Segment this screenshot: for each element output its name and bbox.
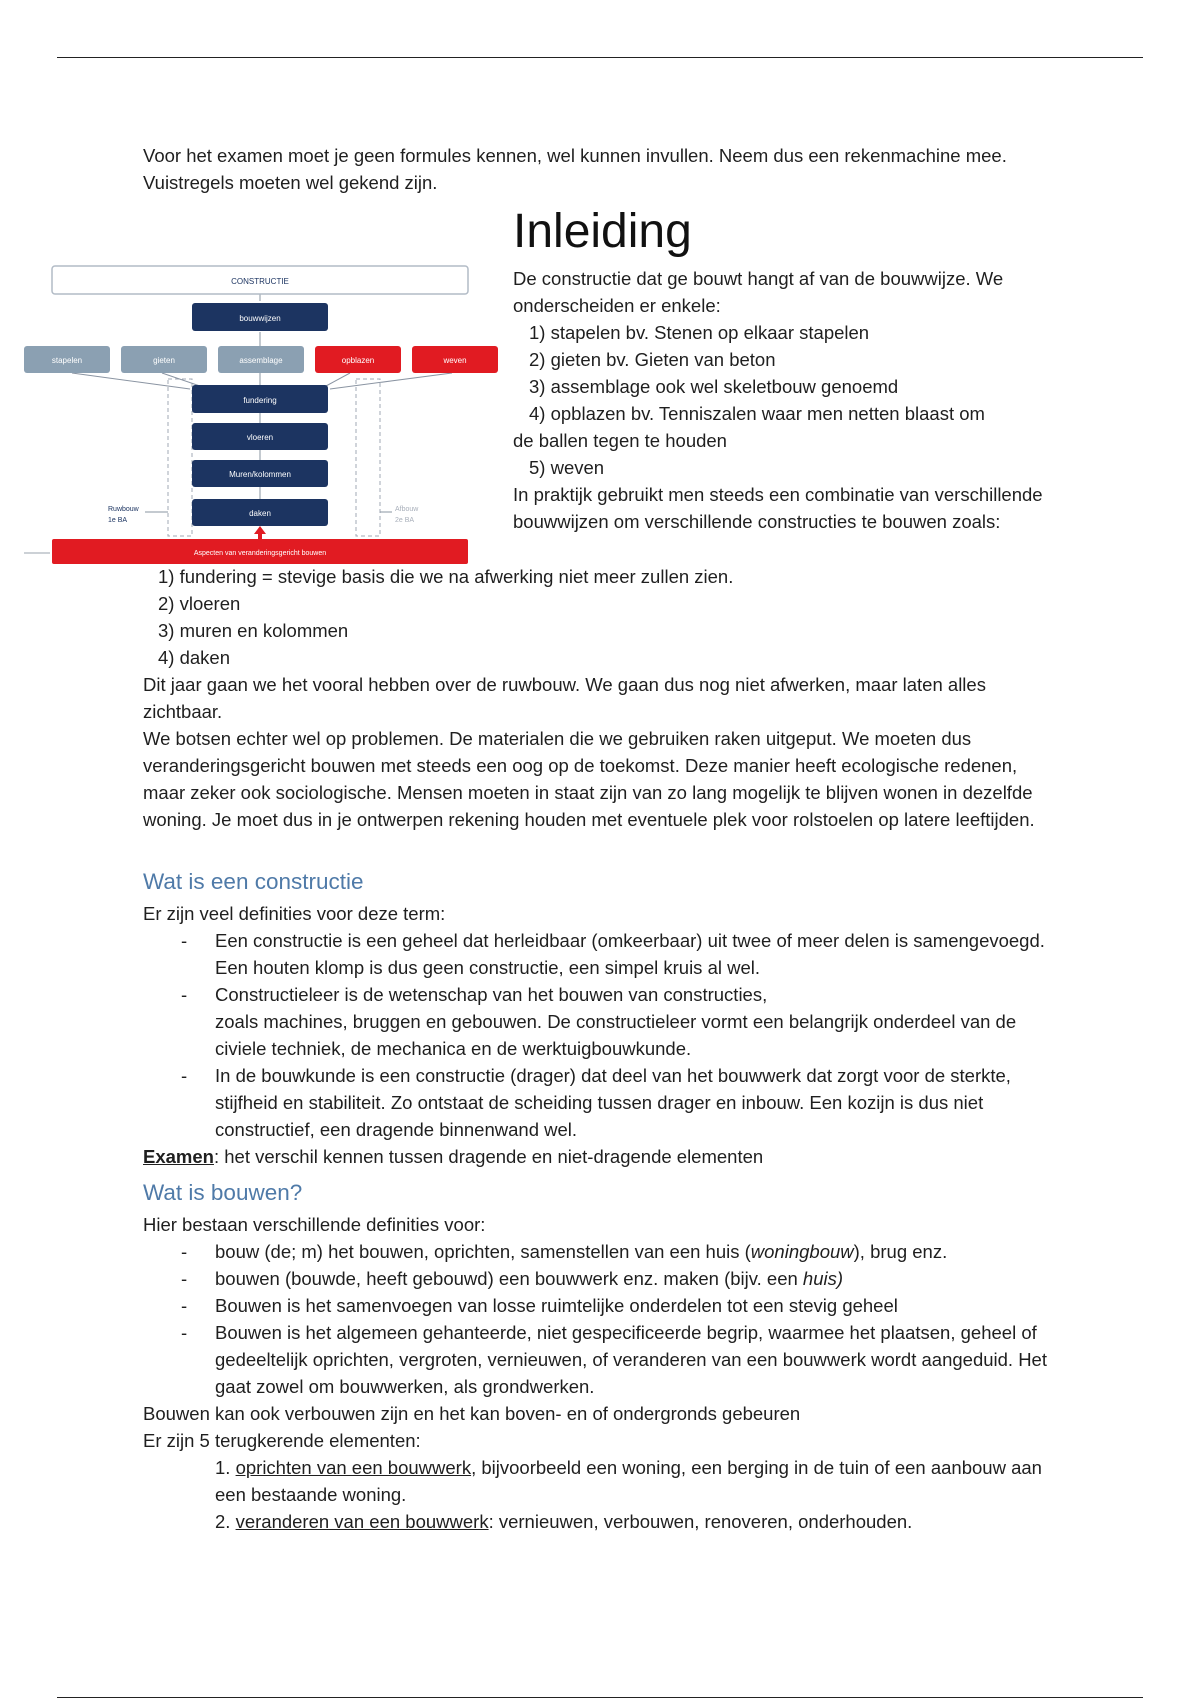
- definition-item: [143, 927, 1063, 981]
- construction-elements-list: [158, 563, 733, 671]
- section-intro: Hier bestaan verschillende definities voor:: [143, 1214, 486, 1235]
- up-arrow-icon: [254, 526, 266, 539]
- method-item: 5) weven: [529, 457, 605, 478]
- numbered-item: [215, 1508, 1063, 1535]
- method-item: 4) opblazen bv. Tenniszalen waar men netten blaast om: [529, 403, 985, 424]
- item-number: 1.: [215, 1457, 236, 1478]
- inleiding-heading: Inleiding: [513, 205, 692, 258]
- header-rule: [57, 57, 1143, 58]
- exam-remark: [143, 1143, 1063, 1170]
- afbouw-label: Afbouw: [395, 506, 419, 513]
- method-label: stapelen: [51, 356, 83, 365]
- paragraph: Er zijn 5 terugkerende elementen:: [143, 1430, 421, 1451]
- list-item: 3) muren en kolommen: [158, 620, 349, 641]
- definition-item: [143, 1319, 1063, 1400]
- exam-label: Examen: [143, 1146, 214, 1167]
- ruwbouw-bracket: [168, 379, 192, 536]
- item-text: : vernieuwen, verbouwen, renoveren, onderhouden.: [488, 1511, 913, 1532]
- definition-list: [143, 927, 1063, 1143]
- bullet-dash: -: [181, 984, 188, 1005]
- list-item: 2) vloeren: [158, 593, 241, 614]
- layer-label: Muren/kolommen: [229, 470, 291, 479]
- method-item-continuation: de ballen tegen te houden: [513, 430, 727, 451]
- section-intro: Er zijn veel definities voor deze term:: [143, 903, 446, 924]
- definition-emphasis: woningbouw: [750, 1241, 854, 1262]
- bouwwijzen-label: bouwwijzen: [239, 314, 281, 323]
- list-item: 1) fundering = stevige basis die we na afwerking niet meer zullen zien.: [158, 566, 734, 587]
- list-item: 4) daken: [158, 647, 230, 668]
- definition-text: bouw (de; m) het bouwen, oprichten, samenstellen van een huis (: [215, 1241, 751, 1262]
- inleiding-text: [513, 265, 1073, 535]
- bullet-dash: -: [181, 1268, 188, 1289]
- definition-text: bouwen (bouwde, heeft gebouwd) een bouwwerk enz. maken (bijv. een: [215, 1268, 803, 1289]
- bullet-dash: -: [181, 1295, 188, 1316]
- ruwbouw-sublabel: 1e BA: [108, 517, 128, 524]
- ruwbouw-label: Ruwbouw: [108, 506, 139, 513]
- method-item: 3) assemblage ook wel skeletbouw genoemd: [529, 376, 899, 397]
- bullet-dash: -: [181, 930, 188, 951]
- bullet-dash: -: [181, 1241, 188, 1262]
- definition-item: [143, 1292, 1063, 1319]
- construction-diagram: [20, 262, 500, 564]
- diagram-title: CONSTRUCTIE: [231, 277, 289, 286]
- layer-label: vloeren: [246, 433, 274, 442]
- definition-text: Bouwen is het samenvoegen van losse ruimtelijke onderdelen tot een stevig geheel: [215, 1295, 898, 1316]
- definition-text: Een constructie is een geheel dat herleidbaar (omkeerbaar) uit twee of meer delen is samengevoegd. Een houten klomp is dus geen constructie, een simpel kruis al wel.: [215, 930, 1045, 978]
- item-term: veranderen van een bouwwerk: [235, 1511, 489, 1532]
- method-item: 1) stapelen bv. Stenen op elkaar stapelen: [529, 322, 870, 343]
- paragraph: We botsen echter wel op problemen. De materialen die we gebruiken raken uitgeput. We moeten dus veranderingsgericht bouwen met steeds een oog op de toekomst. Deze manier heeft ecologische redenen, maar zeker ook sociologische. Mensen moeten in staat zijn van zo lang mogelijk te blijven wonen in dezelfde woning. Je moet dus in je ontwerpen rekening houden met eventuele plek voor rolstoelen op latere leeftijden.: [143, 728, 1035, 830]
- definition-text: Bouwen is het algemeen gehanteerde, niet gespecificeerde begrip, waarmee het plaatsen, geheel of gedeeltelijk oprichten, vergroten, vernieuwen, of veranderen van een bouwwerk wordt aangeduid. Het gaat zowel om bouwwerken, als grondwerken.: [215, 1322, 1047, 1397]
- method-item: 2) gieten bv. Gieten van beton: [529, 349, 776, 370]
- elements-numbered-list: [143, 1454, 1063, 1535]
- definition-item: [143, 1062, 1063, 1143]
- definition-text: In de bouwkunde is een constructie (drager) dat deel van het bouwwerk dat zorgt voor de sterkte, stijfheid en stabiliteit. Zo ontstaat de scheiding tussen drager en inbouw. Een kozijn is dus niet constructief, een dragende binnenwand wel.: [215, 1065, 1011, 1140]
- exam-text: : het verschil kennen tussen dragende en niet-dragende elementen: [213, 1146, 764, 1167]
- exam-note: Voor het examen moet je geen formules kennen, wel kunnen invullen. Neem dus een rekenmachine mee. Vuistregels moeten wel gekend zijn.: [143, 145, 1007, 193]
- afbouw-sublabel: 2e BA: [395, 517, 415, 524]
- paragraph: Bouwen kan ook verbouwen zijn en het kan boven- en of ondergronds gebeuren: [143, 1403, 801, 1424]
- afbouw-bracket: [356, 379, 380, 536]
- definition-item: [143, 1238, 1063, 1265]
- definition-item: [143, 981, 1063, 1062]
- method-label: opblazen: [341, 356, 375, 365]
- item-number: 2.: [215, 1511, 236, 1532]
- footer-rule: [57, 1697, 1143, 1698]
- definition-text: ), brug enz.: [853, 1241, 948, 1262]
- definition-item: [143, 1265, 1063, 1292]
- body-text: [143, 671, 1063, 833]
- inleiding-paragraph: In praktijk gebruikt men steeds een combinatie van verschillende bouwwijzen om verschillende constructies te bouwen zoals:: [513, 484, 1043, 532]
- definition-emphasis: huis): [802, 1268, 844, 1289]
- item-term: oprichten van een bouwwerk: [235, 1457, 472, 1478]
- method-label: assemblage: [239, 356, 283, 365]
- section-heading-bouwen: Wat is bouwen?: [143, 1180, 303, 1205]
- layer-label: daken: [249, 509, 271, 518]
- definition-list: [143, 1238, 1063, 1400]
- item-text: , bijvoorbeeld een woning, een berging in de tuin of een aanbouw aan een bestaande woning.: [215, 1457, 1042, 1505]
- numbered-item: [215, 1454, 1063, 1508]
- method-label: weven: [443, 356, 467, 365]
- section-heading-constructie: Wat is een constructie: [143, 869, 364, 894]
- method-label: gieten: [153, 356, 175, 365]
- paragraph: Dit jaar gaan we het vooral hebben over de ruwbouw. We gaan dus nog niet afwerken, maar laten alles zichtbaar.: [143, 674, 986, 722]
- section-constructie: [143, 900, 1063, 1170]
- inleiding-paragraph: De constructie dat ge bouwt hangt af van de bouwwijze. We onderscheiden er enkele:: [513, 268, 1004, 316]
- section-bouwen: [143, 1211, 1063, 1535]
- layer-label: fundering: [243, 396, 277, 405]
- bullet-dash: -: [181, 1322, 188, 1343]
- definition-text: Constructieleer is de wetenschap van het bouwen van constructies,: [215, 984, 768, 1005]
- definition-text-continued: zoals machines, bruggen en gebouwen. De constructieleer vormt een belangrijk onderdeel van de civiele techniek, de mechanica en de werktuigbouwkunde.: [215, 1011, 1017, 1059]
- bottom-aspect-label: Aspecten van veranderingsgericht bouwen: [193, 550, 327, 557]
- bullet-dash: -: [181, 1065, 188, 1086]
